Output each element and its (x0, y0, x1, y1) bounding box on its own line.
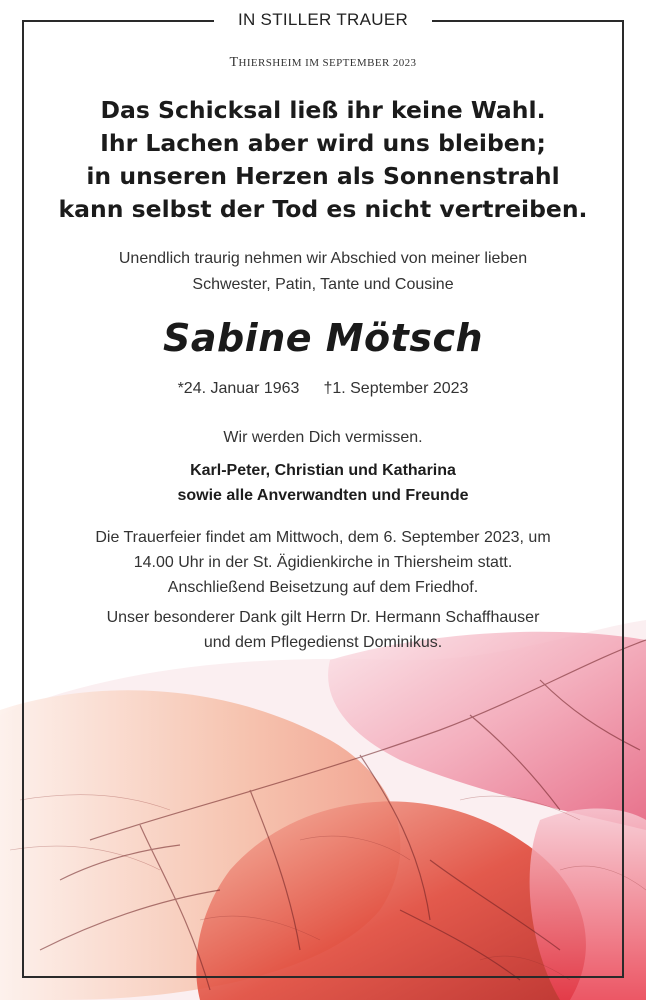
life-dates (0, 380, 646, 398)
service-line: Die Trauerfeier findet am Mittwoch, dem 6. September 2023, um (95, 529, 551, 546)
place-date-initial: T (229, 55, 239, 70)
mourners-line: Karl-Peter, Christian und Katharina (190, 462, 456, 479)
birth-date: *24. Januar 1963 (177, 380, 300, 397)
deceased-name: Sabine Mötsch (162, 316, 484, 360)
thanks-line: und dem Pflegedienst Dominikus. (203, 634, 443, 651)
death-date: †1. September 2023 (323, 380, 469, 397)
intro-text (0, 246, 646, 298)
poem-line: kann selbst der Tod es nicht vertreiben. (58, 195, 588, 223)
poem-line: Ihr Lachen aber wird uns bleiben; (100, 129, 546, 157)
farewell-text: Wir werden Dich vermissen. (223, 429, 423, 446)
poem-line: Das Schicksal ließ ihr keine Wahl. (100, 96, 546, 124)
poem (0, 94, 646, 226)
mourners-line: sowie alle Anverwandten und Freunde (177, 487, 469, 504)
thanks-text (0, 605, 646, 655)
intro-line: Schwester, Patin, Tante und Cousine (192, 276, 454, 293)
thanks-line: Unser besonderer Dank gilt Herrn Dr. Hermann Schaffhauser (106, 609, 540, 626)
intro-line: Unendlich traurig nehmen wir Abschied von meiner lieben (118, 250, 528, 267)
header-title: IN STILLER TRAUER (237, 10, 409, 29)
poem-line: in unseren Herzen als Sonnenstrahl (86, 162, 560, 190)
place-date (0, 55, 646, 71)
service-details (0, 525, 646, 600)
place-date-rest: HIERSHEIM IM SEPTEMBER 2023 (238, 57, 417, 69)
service-line: Anschließend Beisetzung auf dem Friedhof. (167, 579, 479, 596)
mourners (0, 458, 646, 508)
service-line: 14.00 Uhr in der St. Ägidienkirche in Thiersheim statt. (133, 554, 513, 571)
